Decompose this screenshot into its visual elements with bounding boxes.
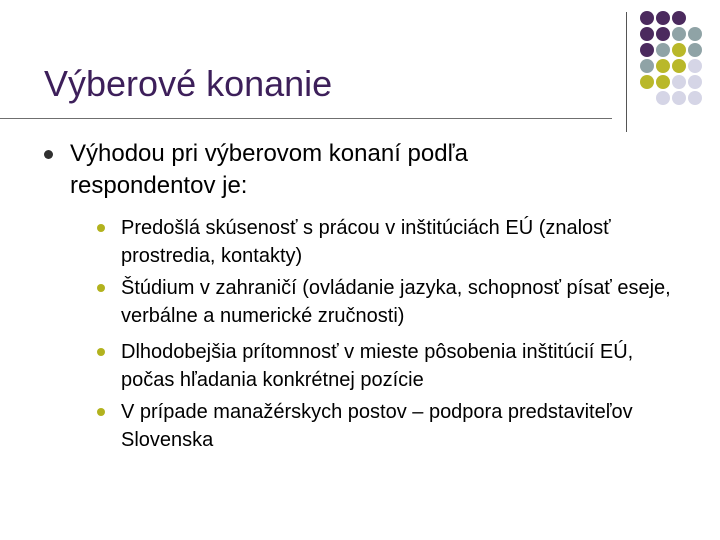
decorative-dot: [656, 43, 670, 57]
decorative-dot: [656, 59, 670, 73]
decorative-dot: [672, 91, 686, 105]
sub-bullet-text: Štúdium v zahraničí (ovládanie jazyka, schopnosť písať eseje, verbálne a numerické zručnosti): [121, 277, 671, 327]
decorative-dot: [688, 91, 702, 105]
bullet-dot-icon: [44, 150, 53, 159]
decorative-dot: [672, 27, 686, 41]
decorative-dot: [656, 11, 670, 25]
title-underline: [0, 118, 612, 119]
decorative-dot: [688, 75, 702, 89]
decorative-dot: [656, 27, 670, 41]
bullet-dot-icon: [97, 284, 105, 292]
decorative-dot: [688, 27, 702, 41]
main-bullet-text: Výhodou pri výberovom konaní podľa respondentov je:: [70, 140, 468, 199]
decorative-dot: [640, 43, 654, 57]
decorative-dot: [640, 59, 654, 73]
decorative-dot: [672, 75, 686, 89]
sub-bullet-text: V prípade manažérskych postov – podpora predstaviteľov Slovenska: [121, 401, 633, 451]
decorative-dot: [640, 27, 654, 41]
sub-bullet-text: Predošlá skúsenosť s prácou v inštitúciách EÚ (znalosť prostredia, kontakty): [121, 217, 611, 267]
decorative-dot: [640, 11, 654, 25]
decorative-dot: [672, 11, 686, 25]
bullet-dot-icon: [97, 348, 105, 356]
decorative-dot: [656, 91, 670, 105]
slide-title: Výberové konanie: [44, 63, 333, 104]
decorative-dot: [688, 59, 702, 73]
decorative-dot: [640, 75, 654, 89]
decorative-dot-grid: [640, 11, 720, 121]
sub-bullet-text: Dlhodobejšia prítomnosť v mieste pôsobenia inštitúcií EÚ, počas hľadania konkrétnej pozície: [121, 341, 634, 391]
corner-vertical-line: [626, 12, 627, 132]
decorative-dot: [656, 75, 670, 89]
decorative-dot: [672, 43, 686, 57]
decorative-dot: [672, 59, 686, 73]
bullet-dot-icon: [97, 408, 105, 416]
bullet-dot-icon: [97, 224, 105, 232]
decorative-dot: [688, 43, 702, 57]
